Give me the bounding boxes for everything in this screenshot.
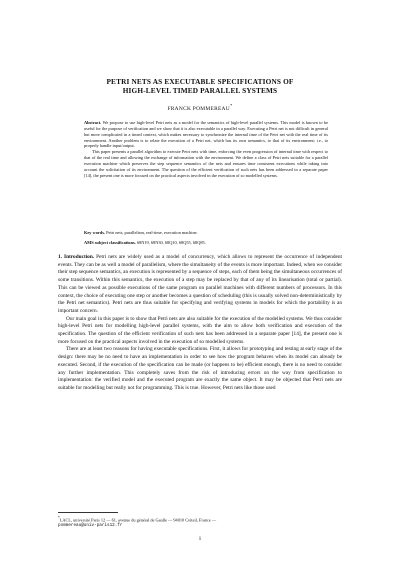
section-heading: 1. Introduction. — [58, 254, 95, 260]
intro-paragraph-1 — [58, 254, 342, 316]
keywords-label: Key words. — [84, 230, 105, 235]
title-line-2: HIGH-LEVEL TIMED PARALLEL SYSTEMS — [122, 86, 278, 95]
author-name: FRANCK POMMEREAU — [167, 105, 230, 112]
paper-title — [0, 77, 400, 95]
abstract — [84, 120, 328, 178]
abstract-label: Abstract. — [84, 120, 102, 125]
author — [0, 103, 400, 112]
footnote-line-1 — [58, 516, 342, 523]
abstract-text-1: We propose to use high-level Petri nets as a model for the semantics of high-level parallel systems. This model is known to be useful for the purpose of verification and we show that it is also executable in a parallel way. Executing a Petri net is not difficult in general but more complicated in a timed context, which makes necessary to synchronize the internal time of the Petri net with the real time of its environment. Another problem is to relate the execution of a Petri net, which has its own semantics, to that of its environment; i.e., to properly handle input/output. — [84, 120, 328, 149]
intro-paragraph-3: There are at least two reasons for having executable specifications. First, it allows for prototyping and testing at early stage of the design: there may be no need to have an implementation in order to see how the program behaves when its model can already be executed. Second, if the execution of the specification can be made (or happens to be) efficient enough, there is no need to consider any further implementation. This completely saves from the risk of introducing errors on the way from specification to implementation: the verified model and the executed program are exactly the same object. It may be objected that Petri nets are suitable for modelling but really not for programming. This is true. However, Petri nets like those used — [58, 346, 342, 391]
keywords — [84, 230, 328, 236]
footnote-rule — [58, 512, 118, 513]
title-line-1: PETRI NETS AS EXECUTABLE SPECIFICATIONS OF — [106, 77, 294, 86]
keywords-text: Petri nets, parallelism, real-time, execution machine. — [106, 230, 198, 235]
ams-text: 68N19, 68N30, 68Q10, 68Q55, 68Q85. — [136, 240, 206, 245]
footnote-mark: * — [58, 516, 60, 520]
intro-text-1: Petri nets are widely used as a model of concurrency, which allows to represent the occurrence of independent events. They can be as well a model of parallelism, where the simultaneity of the events is more important. Indeed, when we consider their step sequence semantics, an execution is represented by a sequence of steps, each of them being the simultaneous occurrences of some transitions. Within this semantics, the execution of a step may be replaced by that of any of its linearisation (total or partial). This can be viewed as possible executions of the same program on parallel machines with different numbers of processors. In this context, the choice of executing one step or another becomes a question of scheduling (this is usually solved non-deterministically by the Petri net semantics). Petri nets are thus suitable for specifying and verifying systems in models for which the portability is an important concern. — [58, 254, 343, 314]
author-footnote-mark: * — [229, 103, 233, 108]
footnote-text: LACL, université Paris 12 — 61, avenue du général de Gaulle — 94010 Créteil, France — — [59, 517, 217, 523]
abstract-paragraph-2: This paper presents a parallel algorithm to execute Petri nets with time, enforcing the even progression of internal time with respect to that of the real time and allowing the exchange of information with the environment. We define a class of Petri nets suitable for a parallel execution machine which preserves the step sequence semantics of the nets and ensures time consistent executions while taking into account the solicitation of its environment. The question of the efficient verification of such nets has been addressed in a separate paper [14], the present one is more focused on the practical aspects involved in the execution of so modelled systems. — [84, 149, 328, 178]
ams-label: AMS subject classifications. — [84, 240, 136, 245]
footnote-email: pommereau@univ-paris12.fr — [58, 523, 123, 529]
footnote — [58, 516, 342, 529]
abstract-paragraph-1 — [84, 120, 328, 149]
ams-classifications — [84, 240, 328, 246]
introduction-section — [58, 254, 342, 393]
intro-paragraph-2: Our main goal in this paper is to show that Petri nets are also suitable for the execution of the modelled systems. We thus consider high-level Petri nets for modelling high-level parallel systems, with the aim to allow both verification and execution of the specification. The question of the efficient verification of such nets has been addressed in a separate paper [14], the present one is more focused on the practical aspects involved in the execution of so modelled systems. — [58, 315, 342, 345]
page-number: 1 — [198, 536, 202, 542]
